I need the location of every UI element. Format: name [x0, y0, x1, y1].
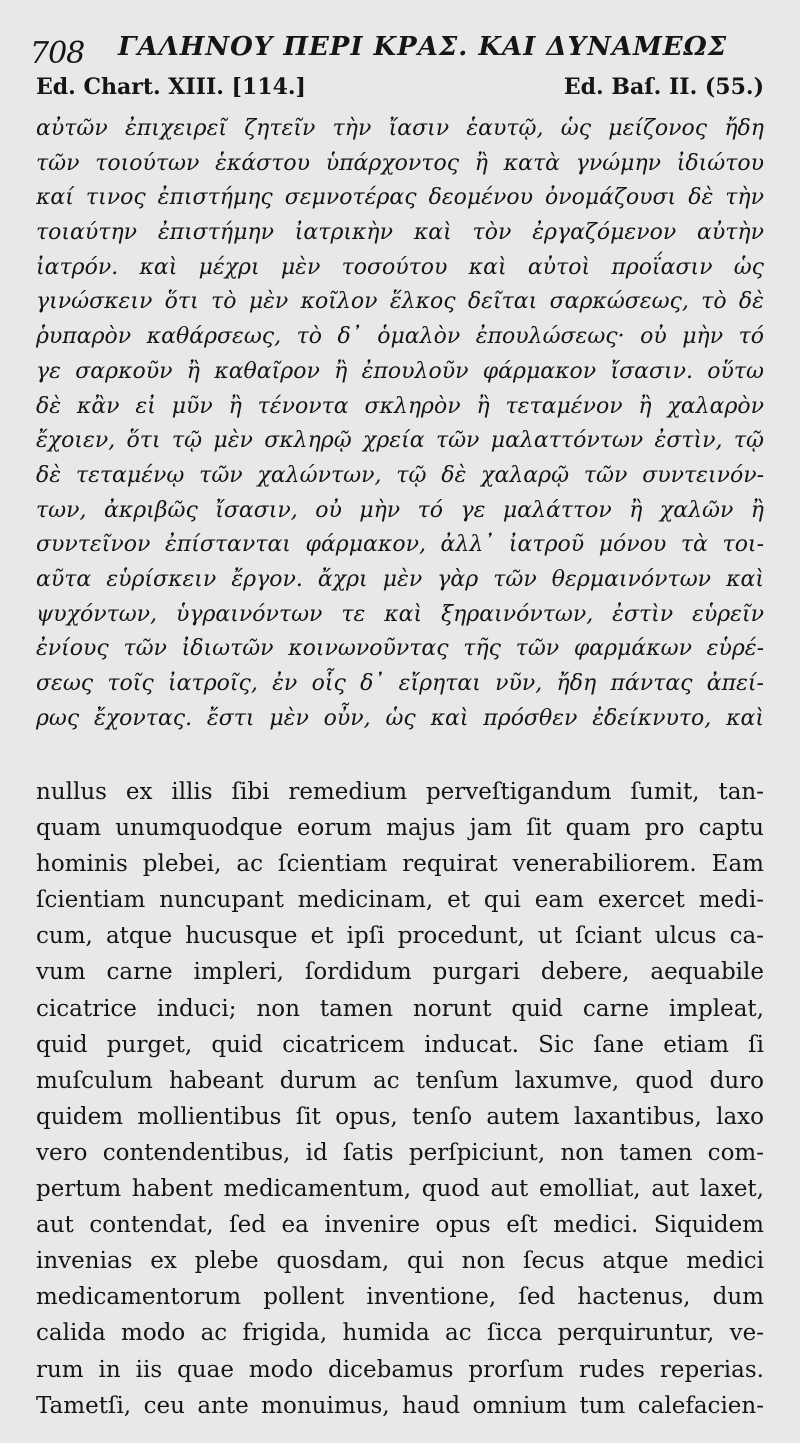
latin-text-line: vum carne impleri, ſordidum purgari debere, aequabile: [36, 959, 764, 986]
running-head: [30, 26, 770, 71]
greek-text-line: τῶν τοιούτων ἑκάστου ὑπάρχοντος ἢ κατὰ γνώμην ἰδιώτου: [36, 150, 764, 176]
greek-text-line: δὲ τεταμένῳ τῶν χαλώντων, τῷ δὲ χαλαρῷ τῶν συντεινόν-: [36, 462, 764, 488]
latin-text-line: rum in iis quae modo dicebamus prorſum rudes reperias.: [36, 1356, 764, 1383]
latin-text-line: calida modo ac frigida, humida ac ſicca perquiruntur, ve-: [36, 1320, 764, 1347]
greek-text-line: γε σαρκοῦν ἢ καθαῖρον ἢ ἐπουλοῦν φάρμακον ἴσασιν. οὕτω: [36, 358, 764, 384]
edition-reference-line: [36, 74, 764, 106]
greek-text-line: γινώσκειν ὅτι τὸ μὲν κοῖλον ἕλκος δεῖται σαρκώσεως, τὸ δὲ: [36, 289, 764, 315]
page-number: 708: [30, 36, 85, 71]
running-title: ΓΑΛΗΝΟΥ ΠΕΡΙ ΚΡΑΣ. ΚΑΙ ΔΥΝΑΜΕΩΣ: [118, 32, 728, 62]
latin-text-line: ſcientiam nuncupant medicinam, et qui eam exercet medi-: [36, 887, 764, 914]
latin-text-line: cum, atque hucusque et ipſi procedunt, ut ſciant ulcus ca-: [36, 923, 764, 950]
latin-text-line: invenias ex plebe quosdam, qui non ſecus atque medici: [36, 1248, 764, 1275]
greek-text-line: των, ἀκριβῶς ἴσασιν, οὐ μὴν τό γε μαλάττον ἢ χαλῶν ἢ: [36, 497, 764, 523]
greek-text-line: δὲ κἂν εἰ μῦν ἢ τένοντα σκληρὸν ἢ τεταμένον ἢ χαλαρὸν: [36, 393, 764, 419]
greek-text-line: σεως τοῖς ἰατροῖς, ἐν οἷς δ᾽ εἴρηται νῦν, ἤδη πάντας ἀπεί-: [36, 671, 764, 696]
edition-basel-reference: Ed. Baſ. II. (55.): [563, 74, 764, 100]
latin-text-line: quidem mollientibus ſit opus, tenſo autem laxantibus, laxo: [36, 1103, 764, 1130]
greek-text-block: [36, 112, 764, 736]
latin-text-block: [36, 774, 764, 1424]
greek-text-line: ψυχόντων, ὑγραινόντων τε καὶ ξηραινόντων, ἐστὶν εὑρεῖν: [36, 601, 764, 627]
latin-text-line: nullus ex illis ſibi remedium perveſtigandum ſumit, tan-: [36, 779, 764, 805]
latin-text-line: pertum habent medicamentum, quod aut emolliat, aut laxet,: [36, 1176, 764, 1203]
greek-text-line: ἔχοιεν, ὅτι τῷ μὲν σκληρῷ χρεία τῶν μαλαττόντων ἐστὶν, τῷ: [36, 428, 764, 454]
greek-text-line: ἰατρόν. καὶ μέχρι μὲν τοσούτου καὶ αὐτοὶ προΐασιν ὡς: [36, 254, 764, 280]
greek-text-line: ἐνίους τῶν ἰδιωτῶν κοινωνοῦντας τῆς τῶν φαρμάκων εὑρέ-: [36, 636, 764, 662]
latin-text-line: quam unumquodque eorum majus jam ſit quam pro captu: [36, 815, 764, 842]
latin-text-line: quid purget, quid cicatricem inducat. Sic ſane etiam ſi: [36, 1031, 764, 1058]
latin-text-line: medicamentorum pollent inventione, ſed hactenus, dum: [36, 1284, 764, 1311]
edition-chartier-reference: Ed. Chart. XIII. [114.]: [36, 74, 306, 100]
greek-text-line: συντεῖνον ἐπίστανται φάρμακον, ἀλλ᾽ ἰατροῦ μόνου τὰ τοι-: [36, 532, 764, 558]
greek-text-line: αὐτῶν ἐπιχειρεῖ ζητεῖν τὴν ἴασιν ἑαυτῷ, ὡς μείζονος ἤδη: [36, 116, 764, 141]
greek-text-line: καί τινος ἐπιστήμης σεμνοτέρας δεομένου ὀνομάζουσι δὲ τὴν: [36, 185, 764, 211]
greek-text-line: αῦτα εὑρίσκειν ἔργον. ἄχρι μὲν γὰρ τῶν θερμαινόντων καὶ: [36, 566, 764, 592]
latin-text-line: vero contendentibus, id ſatis perſpiciunt, non tamen com-: [36, 1139, 764, 1166]
latin-text-line: Tametſi, ceu ante monuimus, haud omnium tum calefacien-: [36, 1392, 764, 1419]
latin-text-line: muſculum habeant durum ac tenſum laxumve, quod duro: [36, 1067, 764, 1094]
greek-text-line: ῥυπαρὸν καθάρσεως, τὸ δ᾽ ὁμαλὸν ἐπουλώσεως· οὐ μὴν τό: [36, 324, 764, 350]
greek-text-line: ρως ἔχοντας. ἔστι μὲν οὖν, ὡς καὶ πρόσθεν ἐδείκνυτο, καὶ: [36, 705, 764, 731]
latin-text-line: cicatrice induci; non tamen norunt quid carne impleat,: [36, 995, 764, 1022]
greek-text-line: τοιαύτην ἐπιστήμην ἰατρικὴν καὶ τὸν ἐργαζόμενον αὐτὴν: [36, 220, 764, 246]
latin-text-line: hominis plebei, ac ſcientiam requirat venerabiliorem. Eam: [36, 851, 764, 878]
latin-text-line: aut contendat, ſed ea invenire opus eſt medici. Siquidem: [36, 1212, 764, 1239]
